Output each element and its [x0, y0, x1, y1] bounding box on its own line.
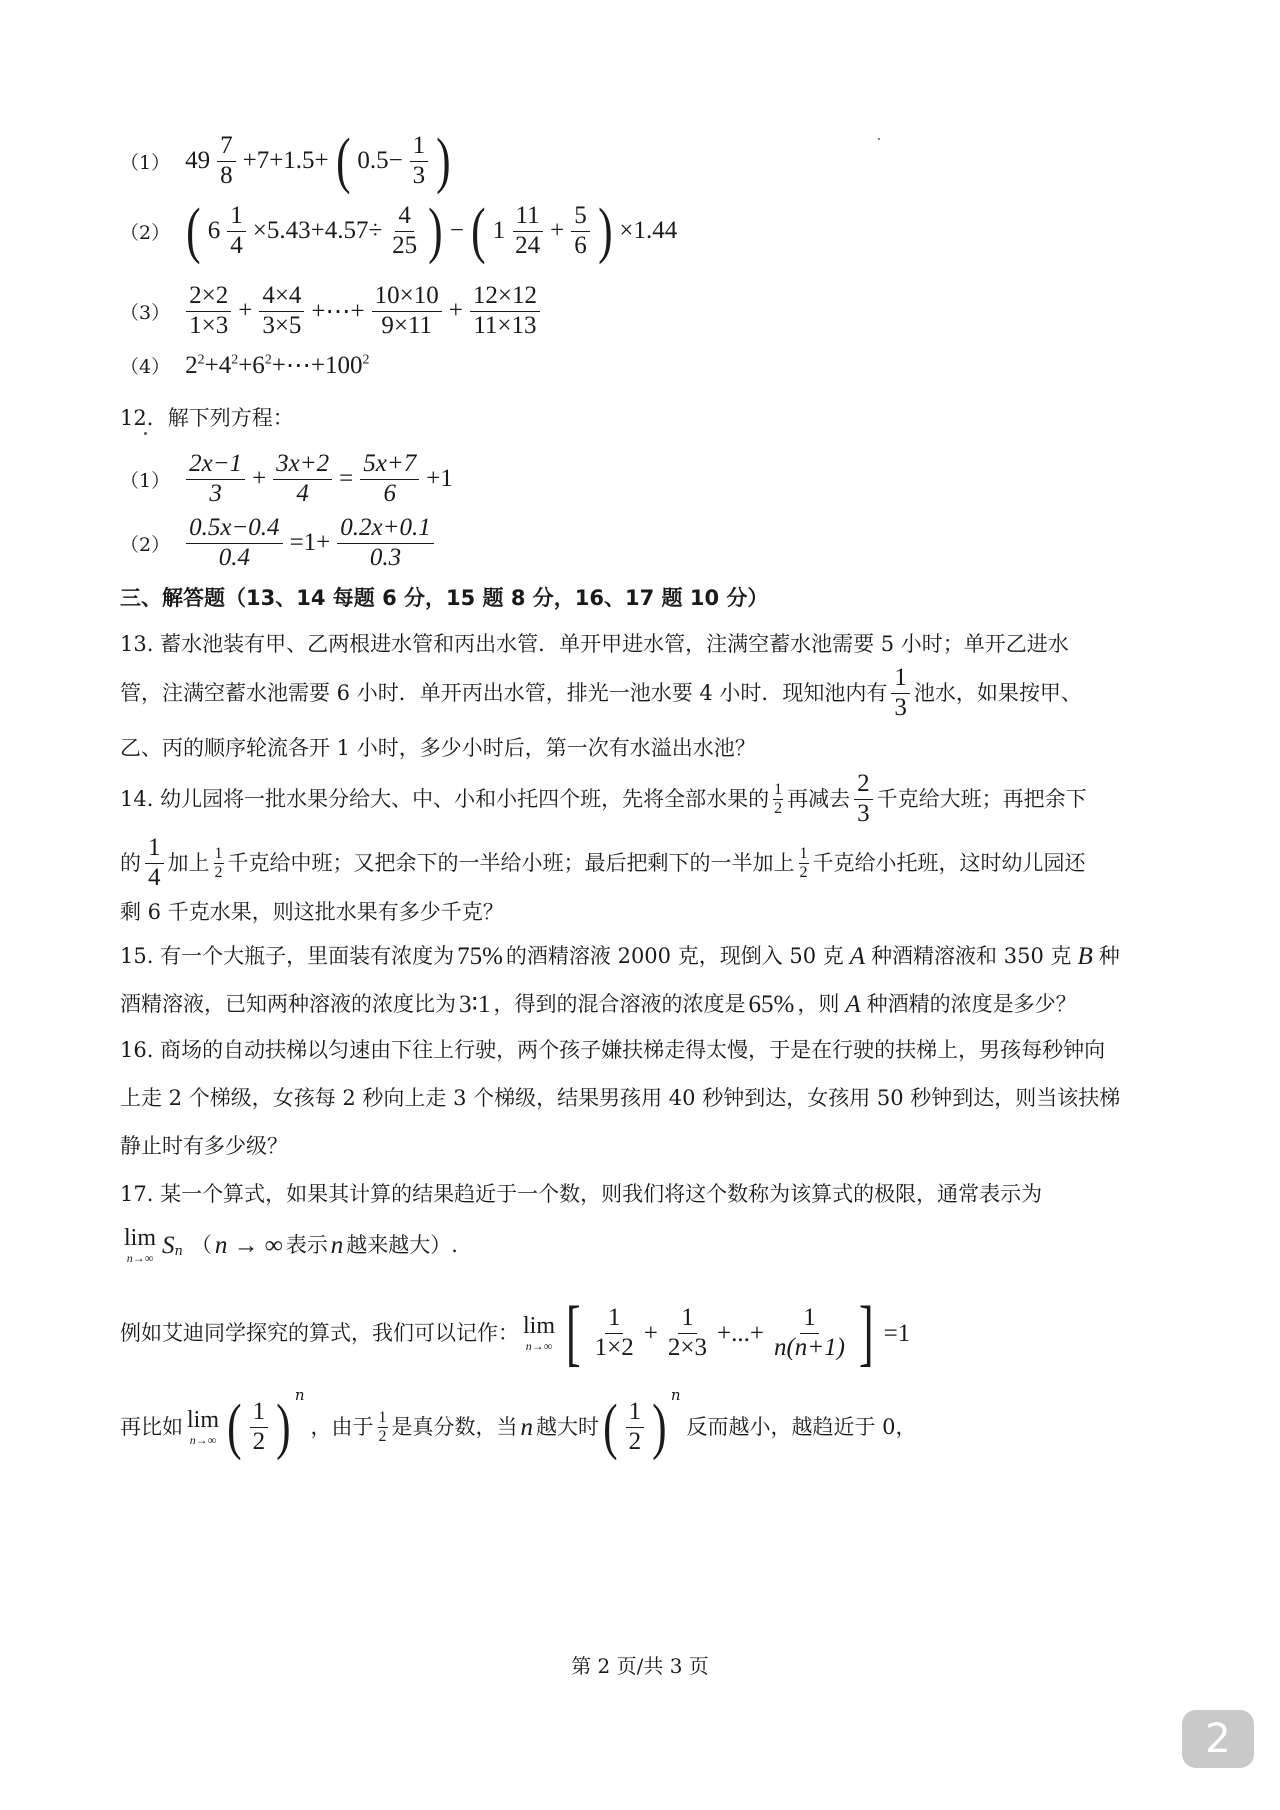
math-text: +	[238, 297, 253, 325]
q17-line-2: lim n→∞ S $_n$ （ n → ∞ 表示 n 越来越大）.	[124, 1225, 458, 1265]
q15-line-1: 15. 有一个大瓶子，里面装有浓度为 75% 的酒精溶液 2000 克，现倒入 50 克 A 种酒精溶液和 350 克 B 种	[120, 943, 1120, 970]
fraction: $\frac{2x-1}{3}$	[186, 450, 245, 509]
q16-line-1: 16. 商场的自动扶梯以匀速由下往上行驶，两个孩子嫌扶梯走得太慢，于是在行驶的扶梯上，男孩每秒钟向	[120, 1038, 1106, 1062]
right-paren: )	[276, 1393, 291, 1461]
left-bracket: [	[565, 1292, 581, 1374]
q17-line-1: 17. 某一个算式，如果其计算的结果趋近于一个数，则我们将这个数称为该算式的极限，通常表示为	[120, 1182, 1043, 1206]
math-text: 6	[207, 217, 221, 244]
left-paren: (	[603, 1393, 618, 1461]
q14-line-1: 14. 幼儿园将一批水果分给大、中、小和小托四个班，先将全部水果的 $\frac{1}{2}$ 再减去 $\frac{2}{3}$ 千克给大班；再把余下	[120, 770, 1087, 827]
q12-title: 12．解下列方程：	[120, 406, 294, 430]
fraction: $\frac{1}{3}$	[410, 132, 429, 191]
section-heading: 三、解答题（13、14 每题 6 分，15 题 8 分，16、17 题 10 分）	[120, 586, 769, 610]
math-text: 0.5−	[357, 147, 403, 174]
math-text: +	[448, 297, 463, 325]
q13-line-1: 13. 蓄水池装有甲、乙两根进水管和丙出水管．单开甲进水管，注满空蓄水池需要 5 小时；单开乙进水	[120, 632, 1069, 656]
fraction: $\frac{1}{2\times 3}$	[667, 1303, 707, 1361]
limit-notation: lim n→∞	[523, 1313, 556, 1353]
math-text: 49	[185, 147, 211, 174]
fraction: $\frac{12\times 12}{11\times 13}$	[470, 282, 540, 341]
left-paren: (	[471, 197, 486, 265]
left-paren: (	[227, 1393, 242, 1461]
fraction: $\frac{0.2x+0.1}{0.3}$	[337, 514, 433, 573]
fraction: $\frac{1}{2}$	[774, 781, 783, 817]
math-text: =1+	[289, 529, 331, 557]
fraction: $\frac{3x+2}{4}$	[273, 450, 332, 509]
math-text: +⋯+	[311, 298, 365, 326]
item-label: （2）	[120, 221, 171, 244]
fraction: $\frac{5}{6}$	[571, 202, 590, 261]
fraction: $\frac{1}{4}$	[227, 202, 246, 261]
left-paren: (	[186, 197, 201, 265]
q17-line-4: 再比如 lim n→∞ ( $\frac{1}{2}$ ) $^n$ ，由于 $\frac{1}{2}$ 是真分数，当 n 越大时 ( $\frac{1}{2}$ ) $^n$ 反而越小，越趋近于 0，	[120, 1386, 917, 1461]
q16-line-2: 上走 2 个梯级，女孩每 2 秒向上走 3 个梯级，结果男孩用 40 秒钟到达，女孩用 50 秒钟到达，则当该扶梯	[120, 1086, 1121, 1110]
right-paren: )	[428, 197, 443, 265]
page-footer: 第 2 页/共 3 页	[571, 1654, 709, 1678]
q11-item-1	[120, 127, 455, 195]
math-text: +7+1.5+	[242, 147, 329, 174]
fraction: $\frac{2}{3}$	[854, 770, 873, 829]
fraction: $\frac{1}{2}$	[214, 845, 223, 881]
fraction: $\frac{1}{3}$	[891, 664, 910, 723]
fraction: $\frac{1}{1\times 2}$	[594, 1303, 634, 1361]
fraction: $\frac{4\times 4}{3\times 5}$	[259, 282, 304, 341]
right-bracket: ]	[858, 1292, 874, 1374]
fraction: $\frac{0.5x-0.4}{0.4}$	[186, 514, 282, 573]
stray-mark	[144, 432, 147, 435]
fraction: $\frac{5x+7}{6}$	[360, 450, 419, 509]
math-text: $2^2+4^2+6^2+\cdots+100^2$	[185, 352, 370, 379]
fraction: $\frac{1}{n(n+1)}$	[773, 1303, 845, 1361]
q11-item-3	[120, 282, 544, 341]
q13-line-2: 管，注满空蓄水池需要 6 小时．单开丙出水管，排光一池水要 4 小时．现知池内有 $\frac{1}{3}$ 池水，如果按甲、	[120, 664, 1082, 721]
item-label: （1）	[120, 151, 171, 174]
fraction: $\frac{1}{2}$	[626, 1398, 645, 1457]
q13-line-3: 乙、丙的顺序轮流各开 1 小时，多少小时后，第一次有水溢出水池？	[120, 736, 756, 760]
math-text: −	[449, 217, 464, 244]
item-label: （4）	[120, 355, 171, 378]
fraction: $\frac{10\times 10}{9\times 11}$	[372, 282, 442, 341]
limit-notation: lim n→∞	[124, 1225, 157, 1265]
q12-equation-1	[120, 450, 456, 509]
item-label: （2）	[120, 533, 171, 556]
math-text: +	[550, 217, 565, 244]
fraction: $\frac{1}{4}$	[145, 834, 164, 893]
fraction: $\frac{11}{24}$	[512, 202, 543, 261]
math-text: ×1.44	[619, 217, 678, 244]
q16-line-3: 静止时有多少级？	[120, 1134, 288, 1158]
item-label: （1）	[120, 469, 171, 492]
q17-line-3: 例如艾迪同学探究的算式，我们可以记作： lim n→∞ [ $\frac{1}{1\times 2}$ + $\frac{1}{2\times 3}$ +...+ $\frac{1}{n(n+1)}$ ] =1	[120, 1292, 911, 1374]
math-text: =	[339, 465, 354, 493]
left-paren: (	[335, 127, 351, 195]
item-label: （3）	[120, 301, 171, 324]
math-text: +	[252, 465, 267, 493]
math-text: 1	[492, 217, 506, 244]
right-paren: )	[597, 197, 613, 265]
limit-notation: lim n→∞	[187, 1407, 220, 1447]
fraction: $\frac{7}{8}$	[217, 132, 236, 191]
q14-line-3: 剩 6 千克水果，则这批水果有多少千克？	[120, 900, 504, 924]
fraction: $\frac{1}{2}$	[250, 1398, 269, 1457]
fraction: $\frac{1}{2}$	[378, 1408, 387, 1445]
fraction: $\frac{4}{25}$	[392, 201, 418, 259]
q11-item-4	[120, 350, 373, 380]
q15-line-2: 酒精溶液，已知两种溶液的浓度比为 3∶1 ，得到的混合溶液的浓度是 65% ，则 A 种酒精的浓度是多少？	[120, 991, 1077, 1018]
math-text: ×5.43+4.57÷	[252, 217, 383, 244]
stray-mark	[878, 138, 880, 140]
q11-item-2	[120, 197, 680, 265]
right-paren: )	[436, 127, 451, 195]
math-text: +1	[426, 465, 453, 493]
fraction: $\frac{1}{2}$	[799, 845, 808, 881]
right-paren: )	[652, 1393, 667, 1461]
q12-equation-2	[120, 514, 438, 573]
page-number-badge[interactable]: 2	[1182, 1710, 1254, 1768]
fraction: $\frac{2\times 2}{1\times 3}$	[186, 282, 231, 341]
q14-line-2: 的 $\frac{1}{4}$ 加上 $\frac{1}{2}$ 千克给中班；又把余下的一半给小班；最后把剩下的一半加上 $\frac{1}{2}$ 千克给小托班，这时幼儿园还	[120, 834, 1086, 891]
